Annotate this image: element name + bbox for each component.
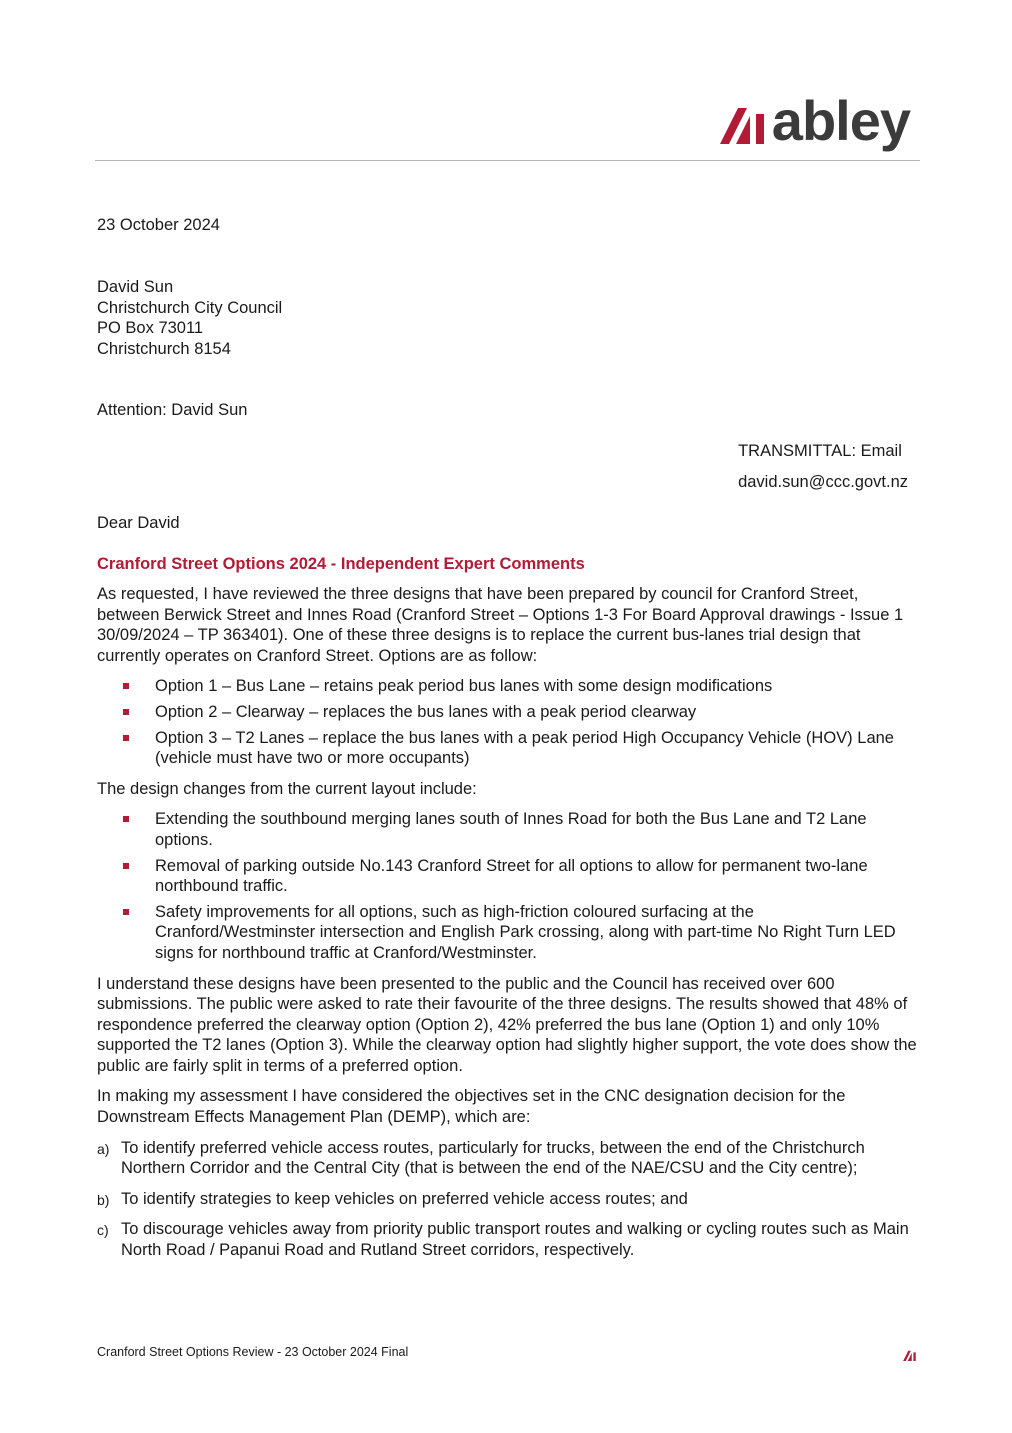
intro-paragraph: As requested, I have reviewed the three designs that have been prepared by council for Cranford Street, between Berwick Street and Innes Road (Cranford Street – Options 1-3 For Board Approval drawings - Issue 1 30/09/2024 – TP 363401). One of these three designs is to replace the current bus-lanes trial design that currently operates on Cranford Street. Options are as follow: [97,585,904,665]
recipient-name: David Sun [97,278,174,296]
objectives-list [97,1138,917,1261]
list-item-text: Option 1 – Bus Lane – retains peak period bus lanes with some design modifications [155,677,773,696]
logo-text: abley [771,89,910,152]
list-item-text: To identify preferred vehicle access routes, particularly for trucks, between the end of the Christchurch Northern Corridor and the Central City (that is between the end of the NAE/CSU and the City centre); [121,1138,865,1178]
list-marker: a) [97,1140,110,1157]
list-marker: c) [97,1222,109,1239]
recipient-po-box: PO Box 73011 [97,319,204,338]
page-footer: Cranford Street Options Review - 23 October 2024 Final [97,1345,409,1359]
assessment-paragraph: In making my assessment I have considered the objectives set in the CNC designation decision for the Downstream Effects Management Plan (DEMP), which are: [97,1087,846,1127]
list-item [97,1219,917,1260]
attention-line: Attention: David Sun [97,401,248,419]
abley-mark-icon [720,102,768,144]
list-item [97,1189,917,1210]
list-item [97,702,917,723]
company-logo [720,89,910,152]
recipient-city: Christchurch 8154 [97,339,231,358]
options-list [97,676,917,768]
letter-date: 23 October 2024 [97,216,220,234]
list-item [97,676,917,697]
header-divider [95,160,920,161]
recipient-address [97,277,282,359]
letter-body [97,584,917,1271]
bullet-square-icon [123,709,129,715]
list-marker: b) [97,1191,110,1208]
submissions-paragraph: I understand these designs have been presented to the public and the Council has received over 600 submissions. The public were asked to rate their favourite of the three designs. The results showed that 48% of respondence preferred the clearway option (Option 2), 42% preferred the bus lane (Option 1) and only 10% supported the T2 lanes (Option 3). While the clearway option had slightly higher support, the vote does show the public are fairly split in terms of a preferred option. [97,974,917,1075]
list-item [97,1138,917,1179]
bullet-square-icon [123,863,129,869]
list-item-text: To identify strategies to keep vehicles on preferred vehicle access routes; and [121,1189,688,1208]
list-item [97,902,917,964]
bullet-square-icon [123,735,129,741]
list-item [97,809,917,850]
changes-intro-paragraph: The design changes from the current layout include: [97,779,477,798]
list-item-text: Option 3 – T2 Lanes – replace the bus lanes with a peak period High Occupancy Vehicle (HOV) Lane (vehicle must have two or more occupants) [155,728,894,768]
recipient-email: david.sun@ccc.govt.nz [738,473,908,492]
list-item-text: Safety improvements for all options, such as high-friction coloured surfacing at the Cranford/Westminster intersection and English Park crossing, along with part-time No Right Turn LED signs for northbound traffic at Cranford/Westminster. [155,902,896,962]
abley-mark-icon [902,1349,918,1361]
salutation: Dear David [97,514,180,532]
list-item [97,856,917,897]
transmittal-method: TRANSMITTAL: Email [738,442,902,460]
bullet-square-icon [123,816,129,822]
list-item [97,728,917,769]
recipient-organisation: Christchurch City Council [97,298,283,317]
transmittal-block [738,441,908,503]
list-item-text: Option 2 – Clearway – replaces the bus lanes with a peak period clearway [155,702,697,721]
list-item-text: To discourage vehicles away from priority public transport routes and walking or cycling routes such as Main North Road / Papanui Road and Rutland Street corridors, respectively. [121,1220,909,1260]
letter-heading: Cranford Street Options 2024 - Independent Expert Comments [97,555,585,573]
list-item-text: Removal of parking outside No.143 Cranford Street for all options to allow for permanent two-lane northbound traffic. [155,856,868,896]
changes-list [97,809,917,963]
bullet-square-icon [123,909,129,915]
list-item-text: Extending the southbound merging lanes south of Innes Road for both the Bus Lane and T2 Lane options. [155,810,867,849]
bullet-square-icon [123,683,129,689]
